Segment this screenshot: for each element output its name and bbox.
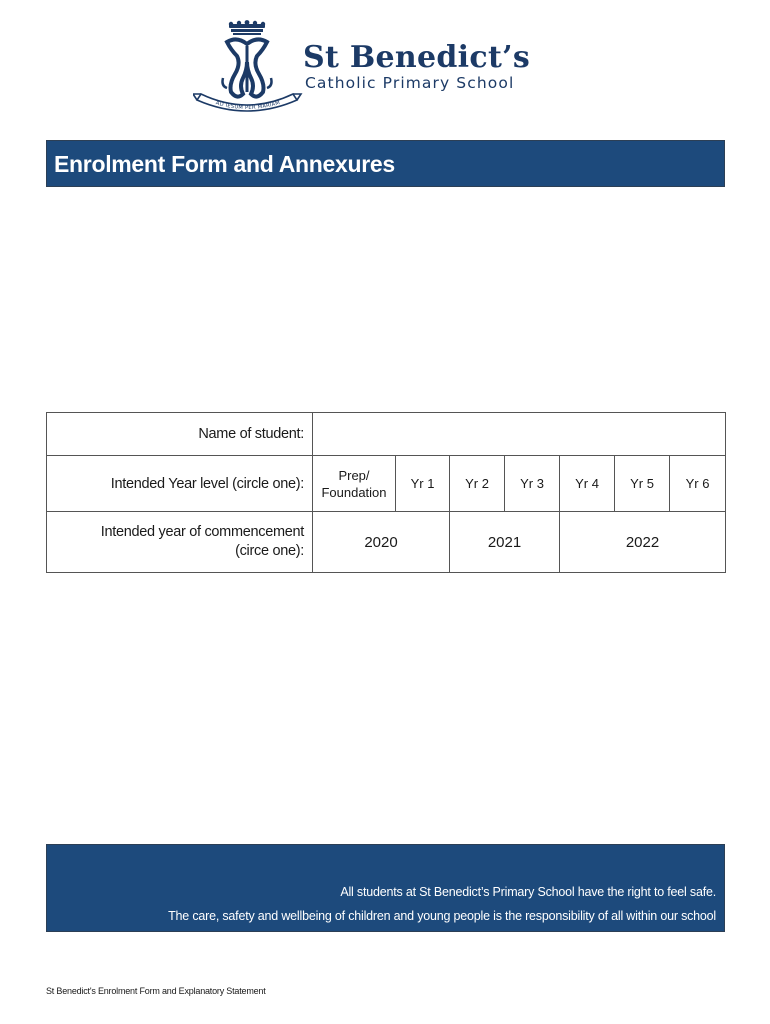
year-option-yr1[interactable]: Yr 1 [396,456,450,512]
commencement-option-2020[interactable]: 2020 [313,512,450,573]
page-footer: St Benedict's Enrolment Form and Explanatory Statement [46,986,266,996]
safety-banner [46,844,725,932]
year-option-yr3[interactable]: Yr 3 [505,456,560,512]
commencement-label [47,512,313,573]
name-label-text: Name of student: [198,426,304,442]
commencement-row [47,512,726,573]
year-option-yr4[interactable]: Yr 4 [560,456,615,512]
motto-text: AD IESUM PER MARIAM [214,100,281,112]
school-logo [193,20,533,116]
page-title: Enrolment Form and Annexures [54,151,395,177]
title-banner [46,140,725,187]
commencement-option-2021[interactable]: 2021 [450,512,560,573]
year-option-prep[interactable] [313,456,396,512]
year-option-yr6[interactable]: Yr 6 [670,456,726,512]
name-input[interactable] [313,413,726,456]
motto-ribbon [193,20,303,116]
commencement-label-line1: Intended year of commencement [100,524,304,540]
year-level-label: Intended Year level (circle one): [47,456,313,512]
svg-text:AD IESUM PER MARIAM [215,100,281,111]
safety-statement-line2: The care, safety and wellbeing of children and young people is the responsibility of all within our school [168,909,716,923]
name-label [47,413,313,456]
safety-statement-line1: All students at St Benedict’s Primary School have the right to feel safe. [340,885,716,899]
commencement-option-2022[interactable]: 2022 [560,512,726,573]
year-option-yr2[interactable]: Yr 2 [450,456,505,512]
name-row [47,413,726,456]
year-option-yr5[interactable]: Yr 5 [615,456,670,512]
school-subtitle: Catholic Primary School [305,74,515,92]
school-name: St Benedict’s [303,40,531,75]
enrolment-table [46,412,726,573]
foundation-label: Foundation [321,484,387,500]
prep-label: Prep/ [338,467,370,483]
commencement-label-line2: (circe one): [235,543,304,559]
year-level-row [47,456,726,512]
